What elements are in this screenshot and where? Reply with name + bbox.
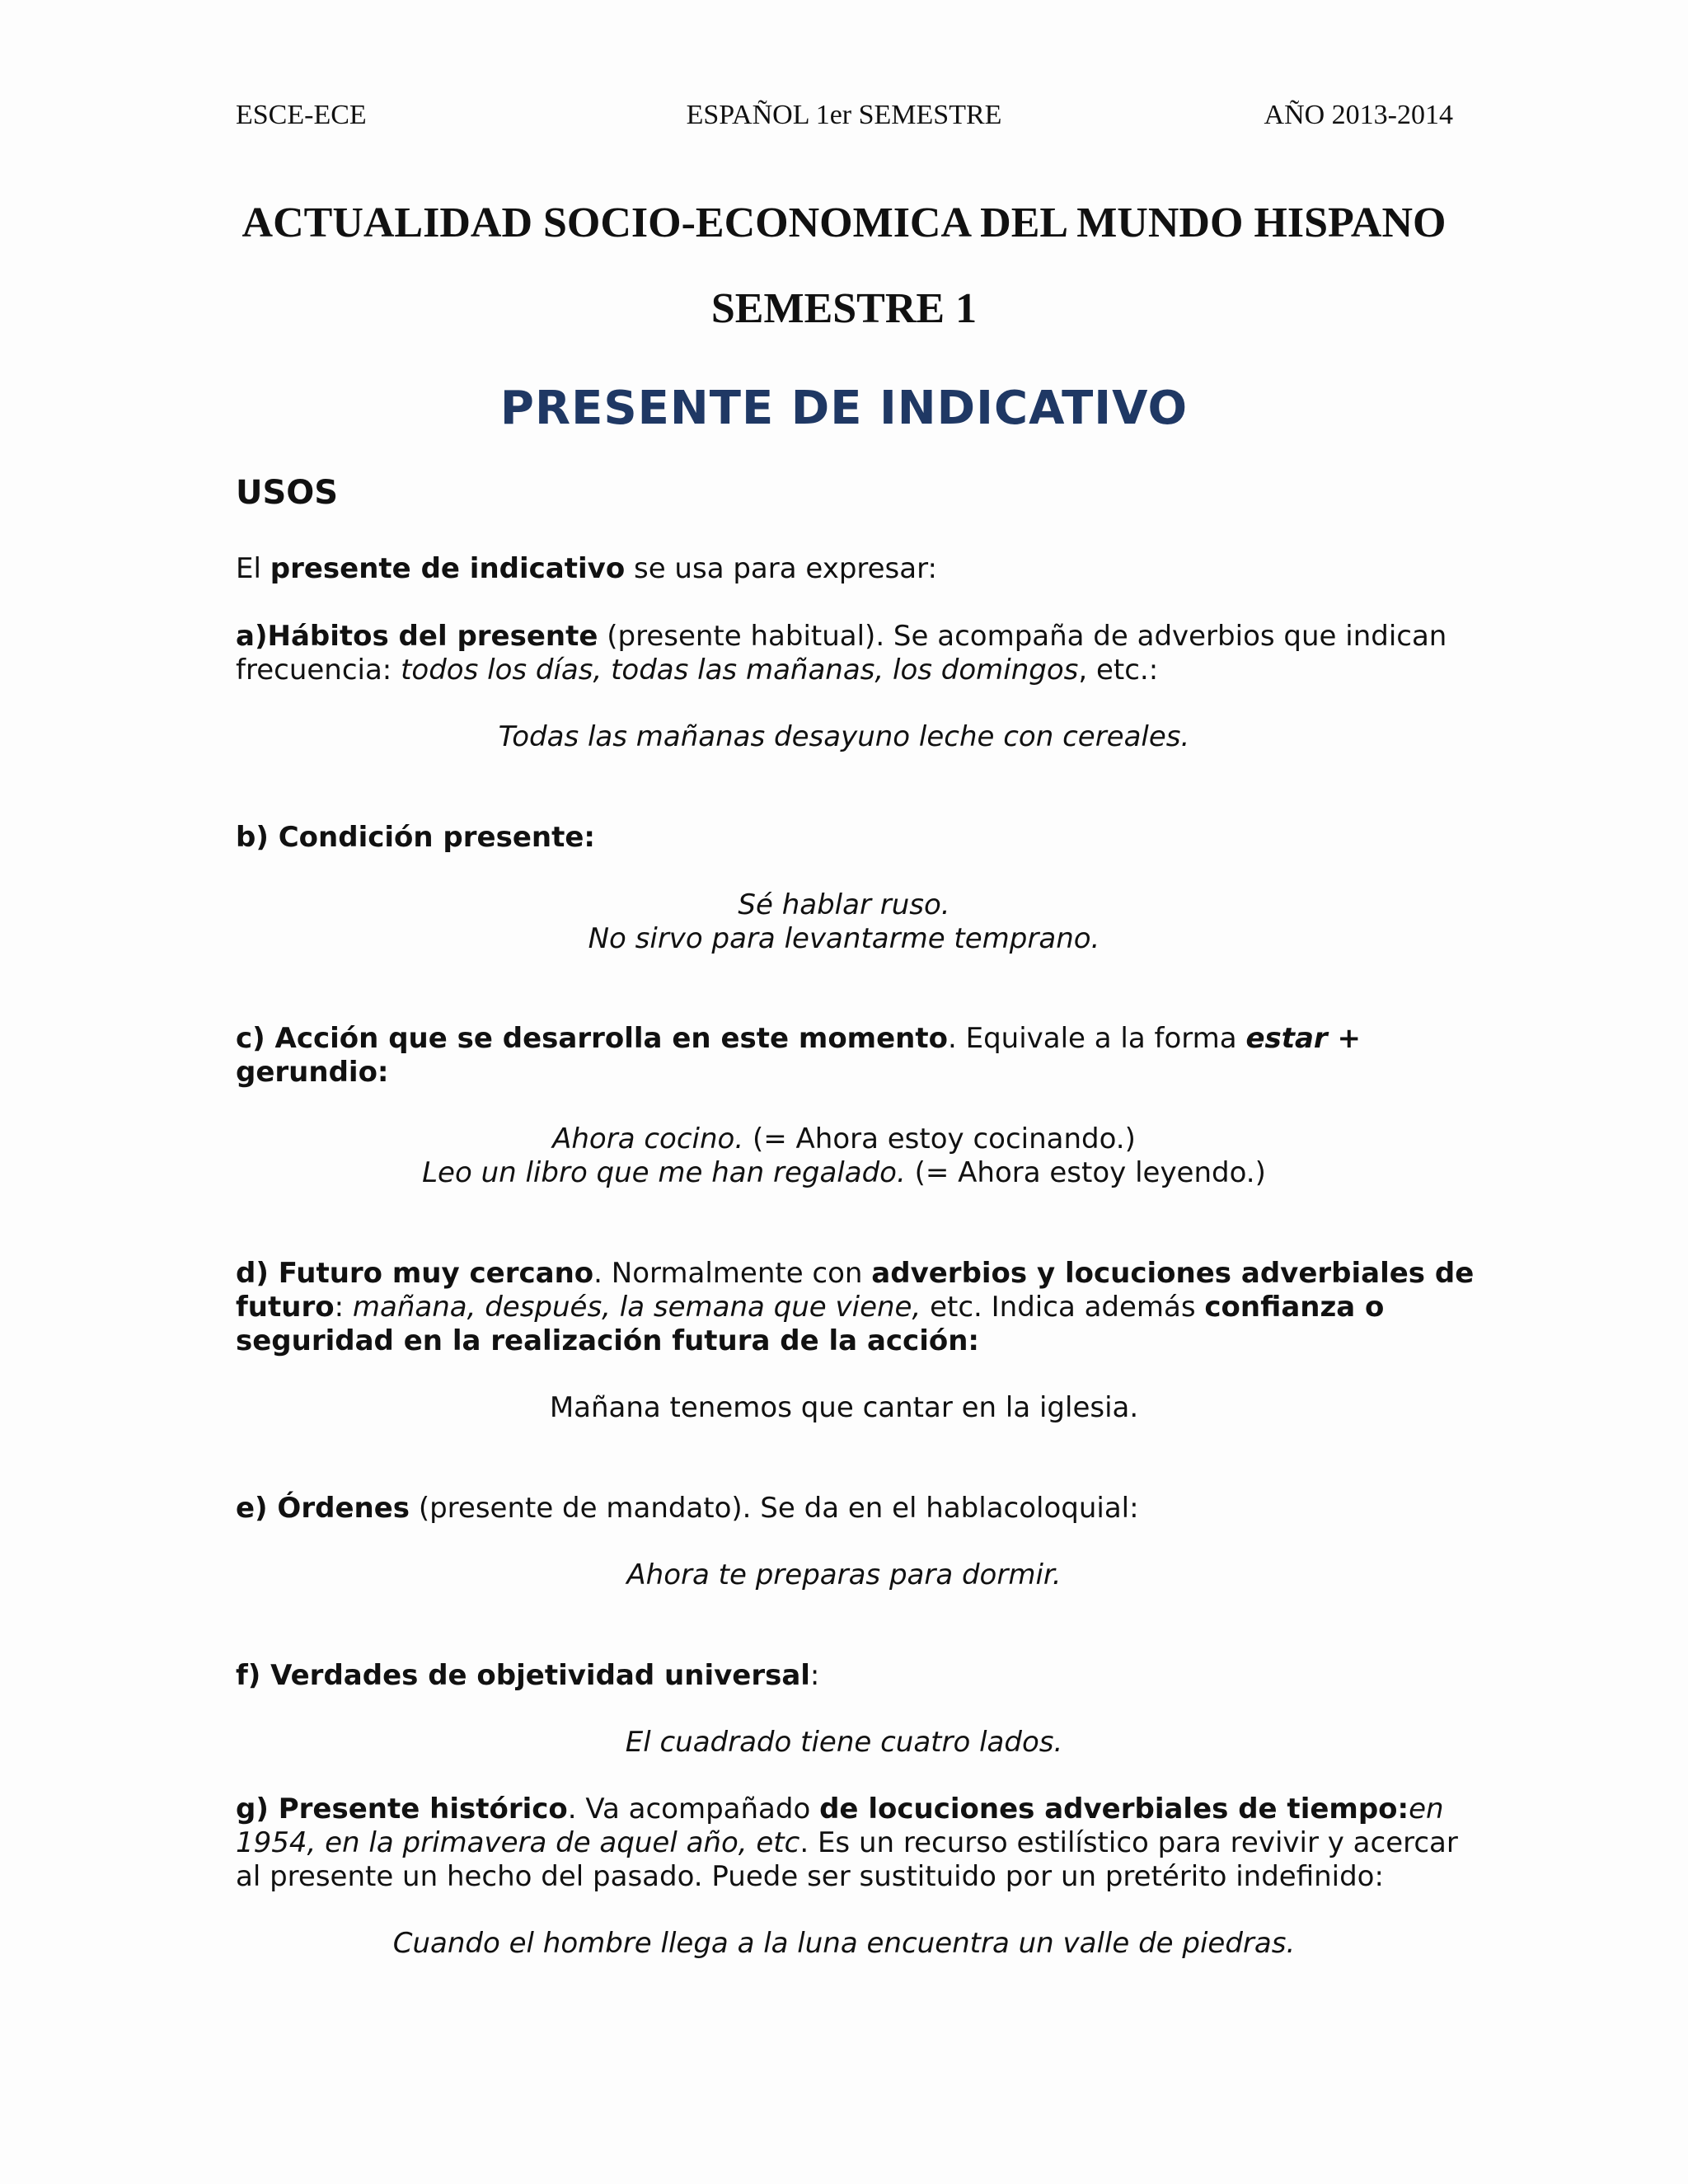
item-a-line-1: [236, 620, 1447, 654]
intro-bold: presente de indicativo: [270, 552, 626, 585]
page-title: PRESENTE DE INDICATIVO: [499, 382, 1189, 435]
item-g-example: Cuando el hombre llega a la luna encuentra un valle de piedras.: [392, 1927, 1296, 1960]
item-g-line-1: [236, 1793, 1444, 1826]
item-g-line-3: al presente un hecho del pasado. Puede ser sustituido por un pretérito indefinido:: [236, 1860, 1384, 1893]
course-title: ACTUALIDAD SOCIO-ECONOMICA DEL MUNDO HISPANO: [241, 199, 1447, 246]
item-d-text-1: . Normalmente con: [593, 1257, 872, 1290]
intro-text-2: se usa para expresar:: [625, 552, 937, 585]
item-d-line-1: [236, 1257, 1474, 1291]
item-d-example: Mañana tenemos que cantar en la iglesia.: [549, 1391, 1139, 1424]
item-a-text-3: , etc.:: [1078, 654, 1159, 687]
item-f-heading: f) Verdades de objetividad universal: [236, 1659, 810, 1692]
item-g-line-2: [236, 1826, 1458, 1860]
item-c-example-2-italic: Leo un libro que me han regalado.: [422, 1156, 906, 1189]
item-c-example-2: [0, 1156, 1688, 1190]
intro-text-1: El: [236, 552, 270, 585]
item-a-text-1: (presente habitual). Se acompaña de adverbios que indican: [598, 620, 1447, 653]
item-b-heading: b) Condición presente:: [236, 821, 596, 854]
item-d-italic: mañana, después, la semana que viene,: [352, 1291, 921, 1324]
item-e-line-1: [236, 1492, 1139, 1526]
item-g-italic-1: en: [1409, 1793, 1444, 1825]
header-right: AÑO 2013-2014: [1264, 100, 1453, 130]
item-e-heading: e) Órdenes: [236, 1492, 410, 1525]
item-d-heading: d) Futuro muy cercano: [236, 1257, 594, 1290]
item-c-heading: c) Acción que se desarrolla en este momento: [236, 1022, 948, 1055]
item-c-bold-italic: estar: [1245, 1022, 1328, 1055]
item-d-bold-4: confianza o: [1204, 1291, 1385, 1324]
item-d-line-2: [236, 1291, 1384, 1324]
item-e-text-1: (presente de mandato). Se da en el hablacoloquial:: [410, 1492, 1139, 1525]
item-g-bold-2: de locuciones adverbiales de tiempo:: [819, 1793, 1409, 1825]
header-center: ESPAÑOL 1er SEMESTRE: [686, 100, 1002, 130]
item-a-example: Todas las mañanas desayuno leche con cereales.: [498, 720, 1190, 753]
intro-line: [236, 552, 937, 586]
item-g-text-1: . Va acompañado: [567, 1793, 820, 1825]
item-a-line-2: [236, 654, 1158, 687]
item-g-italic-2: 1954, en la primavera de aquel año, etc: [236, 1826, 800, 1859]
item-a-italic: todos los días, todas las mañanas, los domingos: [401, 654, 1079, 687]
item-f-text-1: :: [809, 1659, 820, 1692]
item-g-text-2: . Es un recurso estilístico para revivir y acercar: [799, 1826, 1458, 1859]
item-c-text-1: . Equivale a la forma: [947, 1022, 1246, 1055]
item-a-text-2: frecuencia:: [236, 654, 401, 687]
item-c-plus: +: [1327, 1022, 1362, 1055]
item-d-bold-2: adverbios y locuciones adverbiales de: [871, 1257, 1475, 1290]
item-f-line-1: [236, 1659, 819, 1693]
item-d-bold-3: futuro: [236, 1291, 335, 1324]
item-b-example-2: No sirvo para levantarme temprano.: [588, 922, 1100, 955]
item-c-example-2-text: (= Ahora estoy leyendo.): [905, 1156, 1266, 1189]
item-c-example-1-text: (= Ahora estoy cocinando.): [743, 1122, 1136, 1155]
item-c-example-1-italic: Ahora cocino.: [552, 1122, 744, 1155]
item-d-line-3: seguridad en la realización futura de la acción:: [236, 1324, 980, 1357]
section-heading: USOS: [236, 474, 339, 512]
item-d-text-3: etc. Indica además: [921, 1291, 1205, 1324]
item-c-line-1: [236, 1022, 1361, 1056]
semester-title: SEMESTRE 1: [710, 285, 978, 332]
item-b-example-1: Sé hablar ruso.: [738, 888, 950, 921]
item-d-text-2: :: [334, 1291, 353, 1324]
item-c-example-1: [0, 1122, 1688, 1156]
header-left: ESCE-ECE: [236, 100, 367, 130]
item-c-line-2: gerundio:: [236, 1056, 389, 1089]
item-g-heading: g) Presente histórico: [236, 1793, 568, 1825]
item-f-example: El cuadrado tiene cuatro lados.: [625, 1726, 1063, 1759]
item-a-heading: a)Hábitos del presente: [236, 620, 598, 653]
item-e-example: Ahora te preparas para dormir.: [626, 1558, 1062, 1591]
